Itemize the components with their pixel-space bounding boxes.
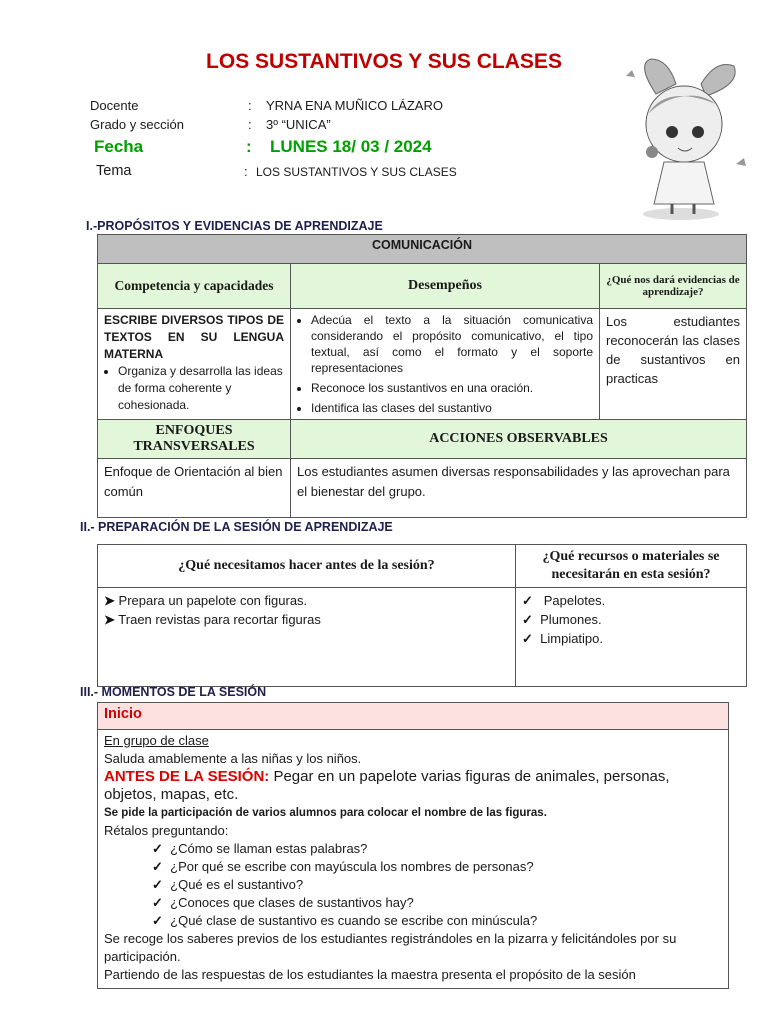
partiendo-text: Partiendo de las respuestas de los estudiantes la maestra presenta el propósito de la sesión: [104, 967, 636, 982]
pregunta-item: ✓ ¿Qué clase de sustantivo es cuando se escribe con minúscula?: [152, 913, 538, 928]
competencia-cell: [98, 309, 291, 420]
competencia-text: ESCRIBE DIVERSOS TIPOS DE TEXTOS EN SU LENGUA MATERNA: [104, 313, 284, 361]
participacion-text: Se pide la participación de varios alumnos para colocar el nombre de las figuras.: [104, 807, 547, 819]
desempeno-item: • Reconoce los sustantivos en una oración.: [311, 380, 593, 396]
colon: :: [248, 117, 252, 132]
retalos-text: Rétalos preguntando:: [104, 823, 229, 838]
col-enfoques: ENFOQUES TRANSVERSALES: [98, 420, 291, 459]
recursos-cell: [516, 588, 747, 687]
pregunta-item: ✓ ¿Por qué se escribe con mayúscula los nombres de personas?: [152, 859, 534, 874]
antes-item: ➤ Traen revistas para recortar figuras: [104, 612, 321, 627]
capacidad-text: • Organiza y desarrolla las ideas de forma coherente y cohesionada.: [118, 363, 284, 414]
colon: :: [248, 98, 252, 113]
recurso-item: ✓ Limpiatipo.: [522, 631, 604, 646]
checkmark-icon: ✓: [152, 859, 163, 874]
checkmark-icon: ✓: [522, 612, 533, 627]
evidencia-cell: Los estudiantes reconocerán las clases de sustantivos en practicas: [600, 309, 747, 420]
section-3-heading: III.- MOMENTOS DE LA SESIÓN: [80, 685, 267, 699]
docente-value: YRNA ENA MUÑICO LÁZARO: [266, 98, 443, 113]
recurso-item: ✓ Plumones.: [522, 612, 602, 627]
checkmark-icon: ✓: [152, 895, 163, 910]
inicio-header: Inicio: [98, 703, 729, 730]
preguntas-list: [104, 840, 722, 930]
grupo-text: En grupo de clase: [104, 733, 209, 748]
inicio-content: [98, 730, 729, 989]
preparacion-table: [97, 544, 747, 687]
pregunta-item: ✓ ¿Cómo se llaman estas palabras?: [152, 841, 368, 856]
antes-item: ➤ Prepara un papelote con figuras.: [104, 593, 308, 608]
col-acciones: ACCIONES OBSERVABLES: [291, 420, 747, 459]
desempeno-item: • Identifica las clases del sustantivo: [311, 400, 593, 416]
antes-sesion-label: ANTES DE LA SESIÓN:: [104, 768, 270, 785]
grado-label: Grado y sección: [90, 117, 184, 132]
arrow-bullet-icon: ➤: [104, 593, 115, 608]
recoge-text: Se recoge los saberes previos de los estudiantes registrándoles en la pizarra y felicitándoles por su participación.: [104, 931, 677, 964]
col-competencia: Competencia y capacidades: [98, 264, 291, 309]
section-2-heading: II.- PREPARACIÓN DE LA SESIÓN DE APRENDIZAJE: [80, 520, 393, 534]
girl-illustration: [606, 54, 756, 224]
desempenos-cell: [291, 309, 600, 420]
checkmark-icon: ✓: [152, 877, 163, 892]
col-antes: ¿Qué necesitamos hacer antes de la sesión?: [98, 545, 516, 588]
page-title: LOS SUSTANTIVOS Y SUS CLASES: [206, 50, 562, 73]
accion-cell: Los estudiantes asumen diversas responsabilidades y las aprovechan para el bienestar del grupo.: [291, 459, 747, 518]
col-recursos: ¿Qué recursos o materiales se necesitarán en esta sesión?: [516, 545, 747, 588]
colon: :: [244, 164, 248, 179]
tema-label: Tema: [96, 163, 132, 179]
pregunta-item: ✓ ¿Qué es el sustantivo?: [152, 877, 304, 892]
fecha-value: LUNES 18/ 03 / 2024: [270, 137, 432, 156]
checkmark-icon: ✓: [152, 913, 163, 928]
arrow-bullet-icon: ➤: [104, 612, 115, 627]
tema-value: LOS SUSTANTIVOS Y SUS CLASES: [256, 165, 457, 179]
enfoque-cell: Enfoque de Orientación al bien común: [98, 459, 291, 518]
propositos-table: [97, 234, 747, 518]
desempeno-item: • Adecúa el texto a la situación comunicativa considerando el propósito comunicativo, el tipo textual, así como el formato y el soporte representaciones: [311, 312, 593, 376]
docente-label: Docente: [90, 98, 139, 113]
antes-sesion-text: Pegar en un papelote varias figuras de animales, personas, objetos, mapas, etc.: [104, 768, 670, 803]
checkmark-icon: ✓: [522, 631, 533, 646]
checkmark-icon: ✓: [522, 593, 533, 608]
recurso-item: ✓ Papelotes.: [522, 593, 606, 608]
colon: :: [246, 137, 252, 156]
col-desempenos: Desempeños: [291, 264, 600, 309]
grado-value: 3º “UNICA”: [266, 117, 331, 132]
antes-cell: [98, 588, 516, 687]
fecha-label: Fecha: [94, 137, 144, 156]
area-header: COMUNICACIÓN: [98, 235, 747, 264]
checkmark-icon: ✓: [152, 841, 163, 856]
saluda-text: Saluda amablemente a las niñas y los niños.: [104, 751, 362, 766]
momentos-table: [97, 702, 729, 989]
antes-sesion-paragraph: [104, 768, 722, 804]
pregunta-item: ✓ ¿Conoces que clases de sustantivos hay?: [152, 895, 414, 910]
section-1-heading: I.-PROPÓSITOS Y EVIDENCIAS DE APRENDIZAJE: [86, 219, 383, 233]
col-evidencias: ¿Qué nos dará evidencias de aprendizaje?: [600, 264, 747, 309]
